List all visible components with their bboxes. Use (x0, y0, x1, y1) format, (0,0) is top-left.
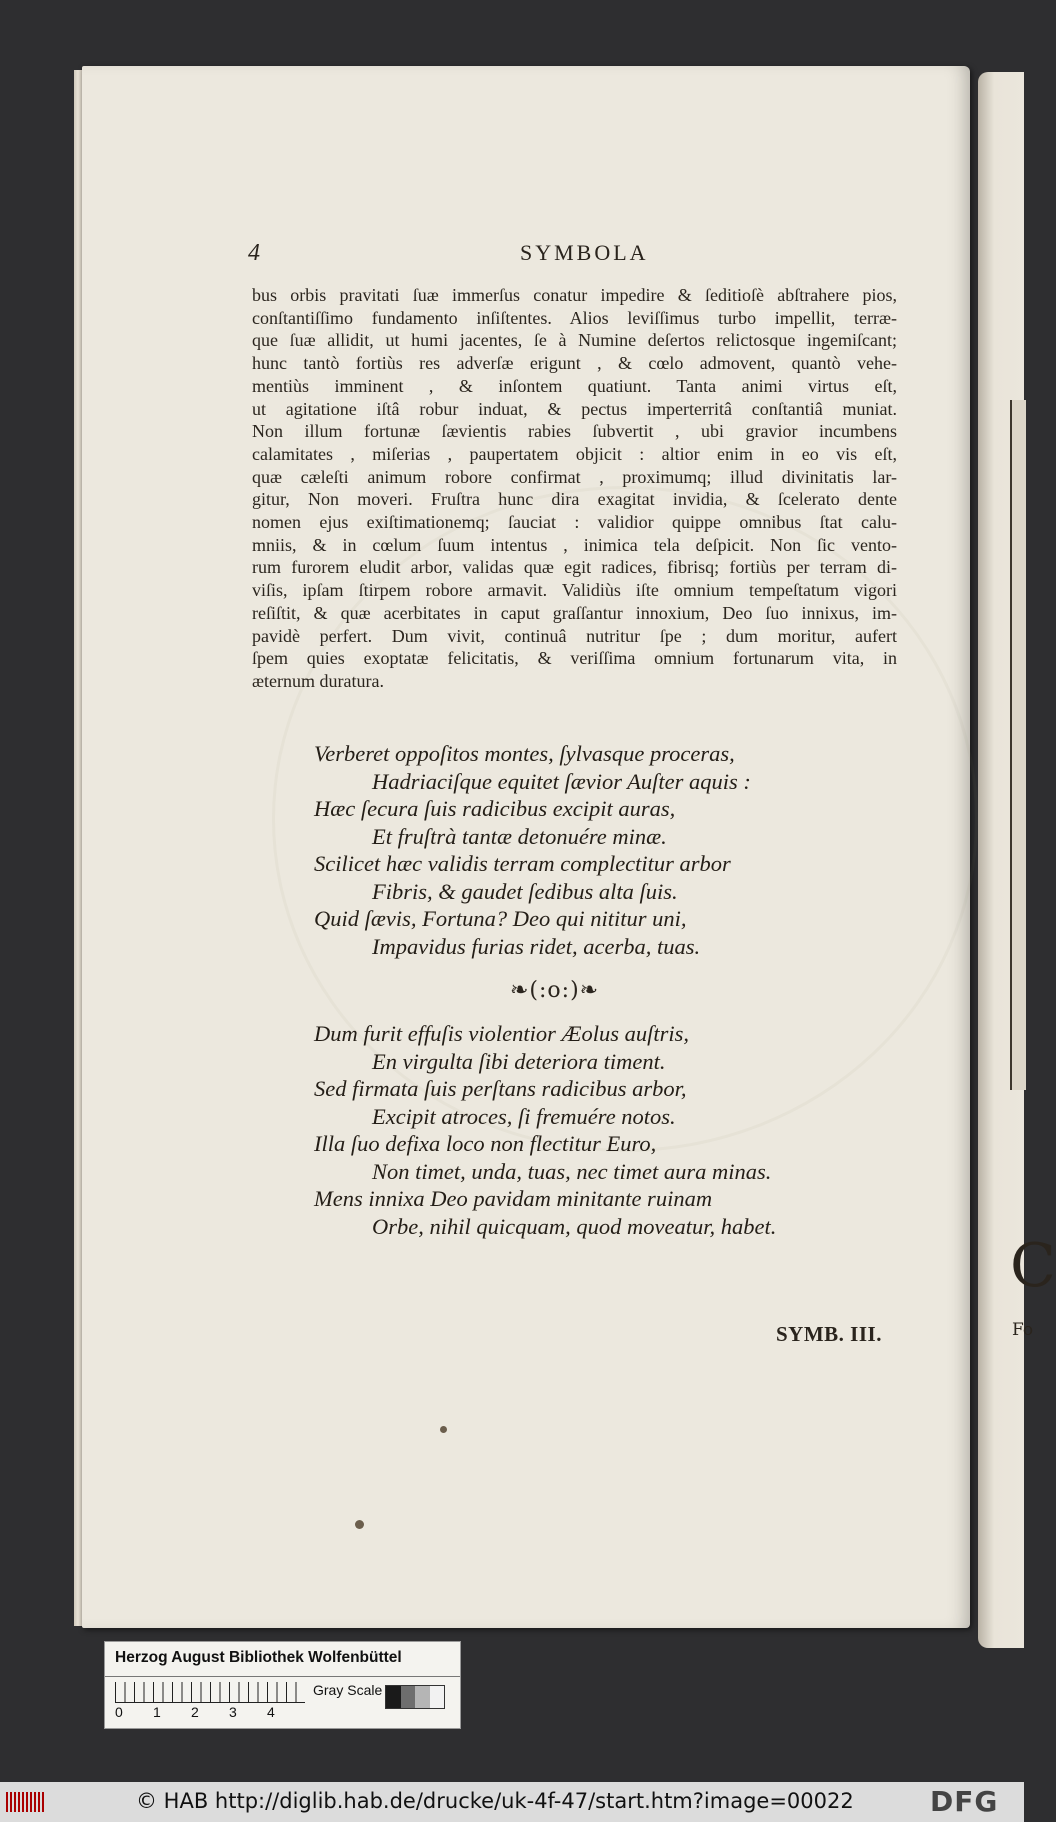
body-line: nomen ejus exiſtimationemq; ſauciat : validior quippe omnibus ſtat calu- (252, 512, 897, 533)
poem-line: Scilicet hæc validis terram complectitur arbor (314, 851, 731, 876)
body-line: rum furorem eludit arbor, validas quæ egit radices, fibrisq; fortiùs per terram di- (252, 557, 897, 578)
poem-line: Illa ſuo defixa loco non flectitur Euro, (314, 1131, 657, 1156)
paper-speck (440, 1426, 447, 1433)
gray-scale-swatches (385, 1685, 445, 1709)
poem-line: Hadriaciſque equitet ſævior Auſter aquis : (372, 768, 751, 794)
poem-line: Et fruſtrà tantæ detonuére minæ. (372, 823, 667, 849)
gray-swatch (415, 1686, 430, 1708)
ornament-icon: ❧(:o:)❧ (510, 978, 600, 1003)
next-page-fragment: Fo (1012, 1320, 1034, 1340)
body-line: reſiſtit, & quæ acerbitates in caput graſſantur innoxium, Deo ſuo innixus, im- (252, 602, 897, 623)
hab-logo-icon (6, 1792, 46, 1812)
body-line: bus orbis pravitati ſuæ immerſus conatur impedire & ſeditioſè abſtrahere pios, (252, 285, 897, 305)
body-line: ſpem quies exoptatæ felicitatis, & veriſſima omnium fortunarum vita, in (252, 648, 897, 669)
body-line: mniis, & in cœlum ſuum intentus , inimica tela deſpicit. Non ſic vento- (252, 534, 897, 555)
body-line: æternum duratura. (252, 670, 384, 691)
poem-line: Sed firmata ſuis perſtans radicibus arbor, (314, 1076, 687, 1101)
paper-speck (355, 1520, 364, 1529)
poem-line: Excipit atroces, ſi fremuére notos. (372, 1103, 676, 1129)
page-number: 4 (248, 240, 260, 266)
body-line: pavidè perfert. Dum vivit, continuâ nutritur ſpe ; dum moritur, aufert (252, 625, 897, 646)
body-text (252, 284, 897, 693)
next-page-initial: C (1010, 1231, 1056, 1301)
poem-line: Hæc ſecura ſuis radicibus excipit auras, (314, 796, 676, 821)
poem-line: Impavidus furias ridet, acerba, tuas. (372, 933, 701, 959)
gray-swatch (401, 1686, 416, 1708)
running-head: SYMBOLA (520, 240, 649, 265)
label-divider (105, 1676, 460, 1677)
poem-line: Verberet oppoſitos montes, ſylvasque proceras, (314, 741, 735, 766)
ruler-scale (115, 1682, 305, 1703)
ruler-number: 2 (191, 1704, 199, 1720)
gray-swatch (386, 1686, 401, 1708)
poem-line: En virgulta ſibi deteriora timent. (372, 1048, 666, 1074)
gray-scale-label: Gray Scale (313, 1682, 383, 1698)
poem-second (314, 1020, 914, 1240)
library-name: Herzog August Bibliothek Wolfenbüttel (115, 1649, 402, 1666)
gray-swatch (430, 1686, 445, 1708)
poem-line: Non timet, unda, tuas, nec timet aura minas. (372, 1158, 772, 1184)
poem-line: Quid ſævis, Fortuna? Deo qui nititur uni, (314, 906, 687, 931)
next-page-plate (1010, 400, 1026, 1090)
body-line: viſis, ipſam ſtirpem robore armavit. Validiùs iſte omnium tempeſtatum vigori (252, 580, 897, 601)
body-line: mentiùs imminent , & inſontem quatiunt. Tanta animi virtus eſt, (252, 375, 897, 396)
body-line: hunc tantò fortiùs res adverſæ erigunt , & cœlo admovent, quantò vehe- (252, 353, 897, 374)
footer-bar (0, 1782, 1024, 1822)
poem-line: Dum furit effuſis violentior Æolus auſtris, (314, 1021, 690, 1046)
body-line: conſtantiſſimo fundamento inſiſtentes. Alios leviſſimus turbo impellit, terræ- (252, 307, 897, 328)
body-line: gitur, Non moveri. Fruſtra hunc dira exagitat invidia, & ſcelerato dente (252, 489, 897, 510)
body-line: ut agitatione iſtâ robur induat, & pectus imperterritâ conſtantiâ muniat. (252, 398, 897, 419)
catchword: SYMB. III. (776, 1322, 882, 1346)
poem-line: Fibris, & gaudet ſedibus alta ſuis. (372, 878, 678, 904)
poem-line: Orbe, nihil quicquam, quod moveatur, habet. (372, 1213, 777, 1239)
body-line: calamitates , miſerias , paupertatem objicit : altior enim in eo vis eſt, (252, 443, 897, 464)
dfg-logo: DFG (930, 1785, 999, 1818)
poem-line: Mens innixa Deo pavidam minitante ruinam (314, 1186, 713, 1211)
body-line: Non illum fortunæ ſævientis rabies ſubvertit , ubi gravior incumbens (252, 421, 897, 442)
body-line: quæ cæleſti animum robore confirmat , proximumq; illud divinitatis lar- (252, 466, 897, 487)
poem-first (314, 740, 914, 960)
ruler-number: 1 (153, 1704, 161, 1720)
footer-url-text: © HAB http://diglib.hab.de/drucke/uk-4f-47/start.htm?image=00022 (136, 1789, 854, 1813)
ruler-number: 4 (267, 1704, 275, 1720)
ruler-number: 0 (115, 1704, 123, 1720)
body-line: que ſuæ allidit, ut humi jacentes, ſe à Numine deſertos relictosque ingemiſcant; (252, 330, 897, 351)
library-label (104, 1641, 461, 1729)
ruler-number: 3 (229, 1704, 237, 1720)
